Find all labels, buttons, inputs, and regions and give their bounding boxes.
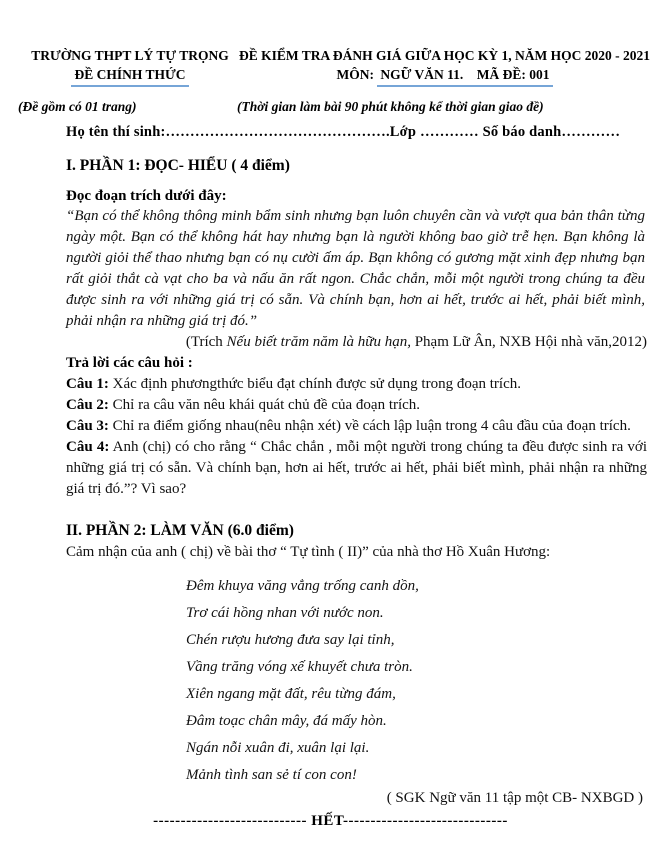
poem-source: ( SGK Ngữ văn 11 tập một CB- NXBGD )	[386, 790, 643, 806]
attribution-prefix: (Trích	[185, 334, 227, 350]
candidate-info-line: Họ tên thí sinh:……………………………………….Lớp ………… Số báo danh…………	[66, 124, 621, 140]
school-header-block	[24, 46, 236, 87]
exam-header-block	[236, 46, 653, 87]
subject-code: NGỮ VĂN 11. MÃ ĐỀ: 001	[377, 65, 552, 87]
question-4	[66, 437, 647, 500]
poem-line: Vầng trăng vóng xế khuyết chưa tròn.	[186, 659, 413, 675]
subject-prefix: MÔN:	[336, 67, 378, 82]
exam-status-line	[24, 65, 236, 87]
part2-heading: II. PHẦN 2: LÀM VĂN (6.0 điểm)	[66, 522, 294, 539]
passage-attribution	[66, 332, 647, 353]
answer-questions-heading: Trả lời các câu hỏi :	[66, 355, 193, 371]
question-2-text: Chỉ ra câu văn nêu khái quát chủ đề của đoạn trích.	[108, 397, 421, 413]
question-1-label: Câu 1:	[66, 376, 109, 392]
attribution-suffix: Phạm Lữ Ân, NXB Hội nhà văn,2012)	[410, 334, 647, 350]
poem-tu-tinh	[186, 573, 661, 789]
question-3-label: Câu 3:	[66, 418, 109, 434]
part1-heading: I. PHẦN 1: ĐỌC- HIỂU ( 4 điểm)	[66, 157, 290, 174]
poem-line: Trơ cái hồng nhan với nước non.	[186, 605, 384, 621]
question-1	[66, 374, 647, 395]
essay-prompt: Cảm nhận của anh ( chị) về bài thơ “ Tự tình ( II)” của nhà thơ Hồ Xuân Hương:	[66, 544, 551, 560]
end-of-exam-line: ---------------------------- HẾT------------------------------	[153, 813, 508, 829]
exam-status: ĐỀ CHÍNH THỨC	[71, 65, 188, 87]
poem-line: Đâm toạc chân mây, đá mấy hòn.	[186, 713, 387, 729]
exam-info-row	[0, 99, 661, 115]
question-3-text: Chỉ ra điểm giống nhau(nêu nhận xét) về cách lập luận trong 4 câu đầu của đoạn trích.	[108, 418, 631, 434]
question-2-label: Câu 2:	[66, 397, 109, 413]
question-4-text: Anh (chị) có cho rằng “ Chắc chắn , mỗi một người trong chúng ta đều được sinh ra với những giá trị có sẵn. Và chính bạn, hơn ai hết, trước ai hết, phải biết mình, phải nhận ra những giá trị đó.”? Vì sao?	[66, 439, 647, 497]
question-1-text: Xác định phươngthức biểu đạt chính được sử dụng trong đoạn trích.	[108, 376, 521, 392]
attribution-book-title: Nếu biết trăm năm là hữu hạn,	[226, 334, 411, 350]
question-3	[66, 416, 647, 437]
exam-title: ĐỀ KIỂM TRA ĐÁNH GIÁ GIỮA HỌC KỲ 1, NĂM HỌC 2020 - 2021	[238, 48, 650, 63]
question-4-label: Câu 4:	[66, 439, 110, 455]
poem-line: Chén rượu hương đưa say lại tỉnh,	[186, 632, 395, 648]
question-2	[66, 395, 647, 416]
school-name: TRƯỜNG THPT LÝ TỰ TRỌNG	[31, 48, 229, 63]
poem-line: Ngán nỗi xuân đi, xuân lại lại.	[186, 740, 370, 756]
subject-line	[236, 65, 653, 87]
pages-note: (Đề gồm có 01 trang)	[18, 99, 137, 114]
reading-passage: “Bạn có thể không thông minh bẩm sinh nhưng bạn luôn chuyên cần và vượt qua bản thân từng ngày một. Bạn có thể không hát hay nhưng bạn là người không bao giờ trễ hẹn. Bạn không là người giỏi thể thao nhưng bạn có nụ cười ấm áp. Bạn không có gương mặt xinh đẹp nhưng bạn rất giỏi thắt cà vạt cho ba và nấu ăn rất ngon. Chắc chắn, mỗi một người trong chúng ta đều được sinh ra với những giá trị có sẵn. Và chính bạn, hơn ai hết, trước ai hết, phải biết mình, phải nhận ra những giá trị đó.”	[66, 208, 645, 329]
poem-line: Mảnh tình san sẻ tí con con!	[186, 767, 357, 783]
poem-line: Xiên ngang mặt đất, rêu từng đám,	[186, 686, 396, 702]
document-header	[0, 46, 661, 87]
time-note: (Thời gian làm bài 90 phút không kể thời gian giao đề)	[237, 99, 544, 114]
reading-instruction: Đọc đoạn trích dưới đây:	[66, 188, 227, 204]
poem-line: Đêm khuya văng vẳng trống canh dồn,	[186, 578, 419, 594]
